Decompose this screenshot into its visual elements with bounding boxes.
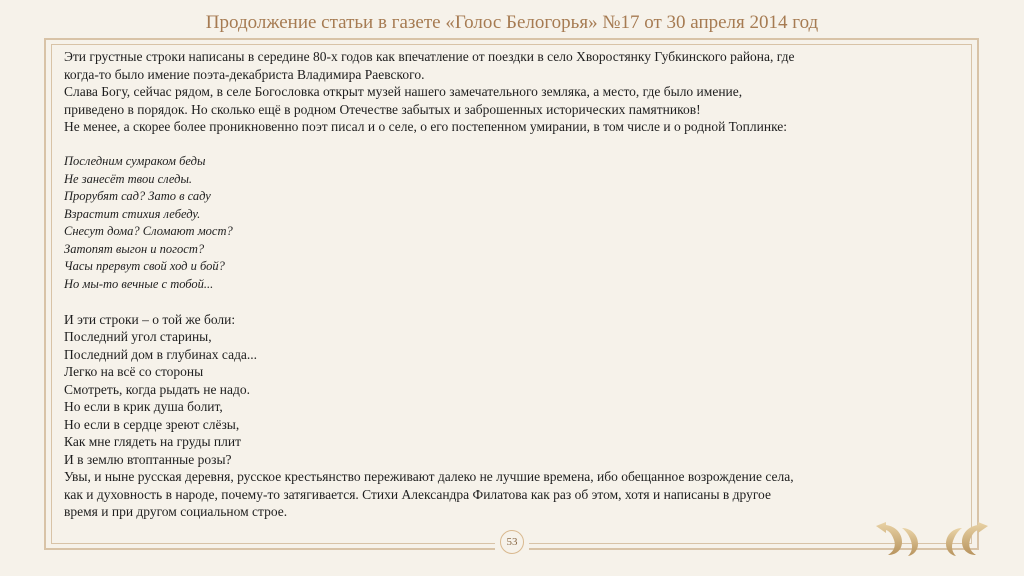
text-line: Последний угол старины, [64, 329, 212, 344]
text-line: Легко на всё со стороны [64, 364, 204, 379]
text-line: Но если в сердце зреют слёзы, [64, 416, 240, 432]
forward-arrow-icon [934, 520, 992, 558]
text-line: Не менее, а скорее более проникновенно поэт писал и о селе, о его постепенном умирании, в том числе и о родной Топлинке: [64, 119, 788, 134]
text-line: как и духовность в народе, почему-то затягивается. Стихи Александра Филатова как раз об этом, хотя и написаны в другое [64, 486, 771, 502]
text-line: Слава Богу, сейчас рядом, в селе Богословка открыт музей нашего замечательного земляка, а место, где было имение, [64, 84, 743, 99]
poem-line: Снесут дома? Сломают мост? [64, 224, 233, 238]
text-line: И в землю втоптанные розы? [64, 451, 232, 467]
text-line: Последний дом в глубинах сада... [64, 346, 258, 362]
poem-line: Прорубят сад? Зато в саду [64, 189, 211, 203]
poem-line: Но мы-то вечные с тобой... [64, 276, 214, 291]
text-line: И эти строки – о той же боли: [64, 311, 236, 327]
page-number: 53 [500, 530, 524, 554]
text-line: время и при другом социальном строе. [64, 504, 288, 519]
text-line: Смотреть, когда рыдать не надо. [64, 381, 251, 397]
back-button[interactable] [872, 520, 930, 563]
poem [64, 153, 964, 293]
poem-line: Последним сумраком беды [64, 154, 206, 168]
text-line: Но если в крик душа болит, [64, 399, 223, 414]
forward-button[interactable] [934, 520, 992, 563]
text-line: Как мне глядеть на груды плит [64, 434, 241, 449]
poem-line: Затопят выгон и погост? [64, 241, 205, 256]
poem-line: Не занесёт твои следы. [64, 171, 193, 186]
article-body [64, 48, 964, 521]
text-line: когда-то было имение поэта-декабриста Владимира Раевского. [64, 66, 425, 82]
text-line: Увы, и ныне русская деревня, русское крестьянство переживают далеко не лучшие времена, ибо обещанное возрождение села, [64, 469, 794, 484]
page-number-badge [495, 528, 529, 556]
slide-title: Продолжение статьи в газете «Голос Белогорья» №17 от 30 апреля 2014 год [205, 12, 819, 33]
poem-line: Часы прервут свой ход и бой? [64, 259, 225, 273]
back-arrow-icon [872, 520, 930, 558]
text-line: приведено в порядок. Но сколько ещё в родном Отечестве забытых и заброшенных исторических памятников! [64, 101, 701, 117]
text-line: Эти грустные строки написаны в середине 80-х годов как впечатление от поездки в село Хворостянку Губкинского района, где [64, 49, 795, 64]
poem-line: Взрастит стихия лебеду. [64, 206, 201, 221]
